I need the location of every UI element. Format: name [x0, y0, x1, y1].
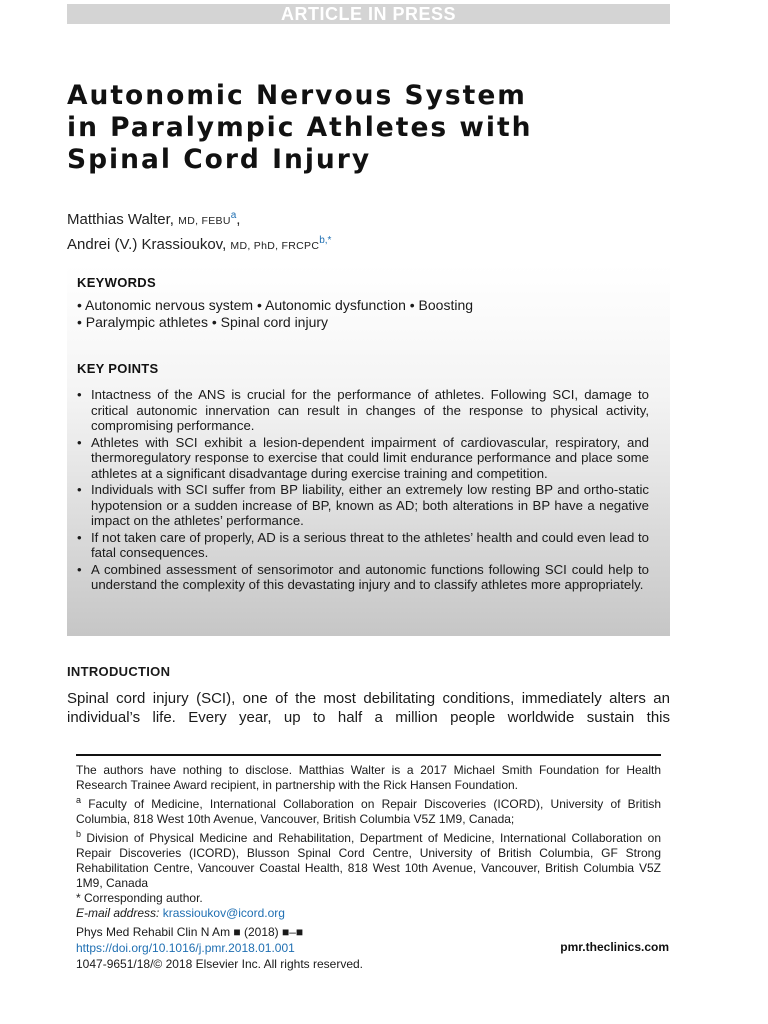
- keywords-heading: KEYWORDS: [77, 275, 156, 290]
- article-title: [67, 80, 687, 176]
- key-point-item: • A combined assessment of sensorimotor and autonomic functions following SCI could help to understand the complexity of this devastating injury and to classify athletes more appropriately.: [77, 562, 649, 593]
- footnote-divider: [76, 754, 661, 756]
- affiliation-text: Division of Physical Medicine and Rehabilitation, Department of Medicine, International Collaboration on Repair Discoveries (ICORD), Blusson Spinal Cord Centre, University of British Columbia, GF Strong Rehabilitation Centre, Vancouver Coastal Health, 818 West 10th Avenue, Vancouver, British Columbia V5Z 1M9, Canada: [76, 831, 661, 890]
- affiliation-link-b[interactable]: b,*: [319, 235, 332, 246]
- author-krassioukov: [67, 231, 331, 256]
- keywords-line-2: • Paralympic athletes • Spinal cord injury: [77, 314, 329, 330]
- affiliation-mark: b: [76, 829, 82, 839]
- key-point-item: • If not taken care of properly, AD is a serious threat to the athletes’ health and could even lead to fatal consequences.: [77, 530, 649, 561]
- affiliation-link-a[interactable]: a: [230, 210, 237, 221]
- author-list: [67, 206, 331, 256]
- key-point-item: • Individuals with SCI suffer from BP liability, either an extremely low resting BP and ortho-static hypotension or a sudden increase of BP, known as AD; both alterations in BP have a negative impact on the athletes’ performance.: [77, 482, 649, 529]
- journal-site[interactable]: pmr.theclinics.com: [560, 940, 669, 954]
- journal-citation: Phys Med Rehabil Clin N Am ■ (2018) ■–■: [76, 925, 304, 939]
- article-in-press-banner: ARTICLE IN PRESS: [67, 4, 670, 24]
- doi-link[interactable]: https://doi.org/10.1016/j.pmr.2018.01.001: [76, 941, 295, 955]
- title-line-2: in Paralympic Athletes with: [67, 112, 533, 143]
- author-walter: [67, 206, 331, 231]
- keywords-keypoints-box: [67, 265, 670, 636]
- introduction-paragraph: Spinal cord injury (SCI), one of the most debilitating conditions, immediately alters an individual’s life. Every year, up to half a million people worldwide sustain this: [67, 690, 670, 726]
- affiliation-mark: a: [76, 795, 82, 805]
- key-points-heading: KEY POINTS: [77, 361, 159, 376]
- footnotes: [76, 763, 661, 921]
- keywords-line-1: • Autonomic nervous system • Autonomic dysfunction • Boosting: [77, 297, 474, 313]
- journal-info: [76, 924, 363, 972]
- affiliation-text: Faculty of Medicine, International Collaboration on Repair Discoveries (ICORD), University of British Columbia, 818 West 10th Avenue, Vancouver, British Columbia V5Z 1M9, Canada;: [76, 797, 661, 826]
- author-suffix: ,: [236, 211, 241, 228]
- affiliation-b: [76, 827, 661, 891]
- author-degrees: MD, FEBU: [178, 215, 231, 227]
- key-point-item: • Athletes with SCI exhibit a lesion-dependent impairment of cardiovascular, respiratory, and thermoregulatory response to exercise that could limit endurance performance and place some athletes at a significant disadvantage during exercise training and competition.: [77, 435, 649, 482]
- email-label: E-mail address:: [76, 906, 160, 920]
- author-name: Andrei (V.) Krassioukov,: [67, 236, 227, 253]
- title-line-3: Spinal Cord Injury: [67, 144, 372, 175]
- key-points-list: [77, 387, 649, 594]
- email-line: [76, 906, 661, 921]
- disclosure-note: The authors have nothing to disclose. Matthias Walter is a 2017 Michael Smith Foundation for Health Research Trainee Award recipient, in partnership with the Rick Hansen Foundation.: [76, 763, 661, 792]
- title-line-1: Autonomic Nervous System: [67, 80, 527, 111]
- introduction-heading: INTRODUCTION: [67, 664, 171, 679]
- email-link[interactable]: krassioukov@icord.org: [162, 906, 285, 920]
- affiliation-a: [76, 793, 661, 827]
- corresponding-author-note: * Corresponding author.: [76, 891, 203, 905]
- copyright-line: 1047-9651/18/© 2018 Elsevier Inc. All rights reserved.: [76, 957, 364, 971]
- key-point-item: • Intactness of the ANS is crucial for the performance of athletes. Following SCI, damage to critical autonomic innervation can result in changes of the response to physical activity, compromising performance.: [77, 387, 649, 434]
- author-degrees: MD, PhD, FRCPC: [230, 240, 320, 252]
- author-name: Matthias Walter,: [67, 211, 174, 228]
